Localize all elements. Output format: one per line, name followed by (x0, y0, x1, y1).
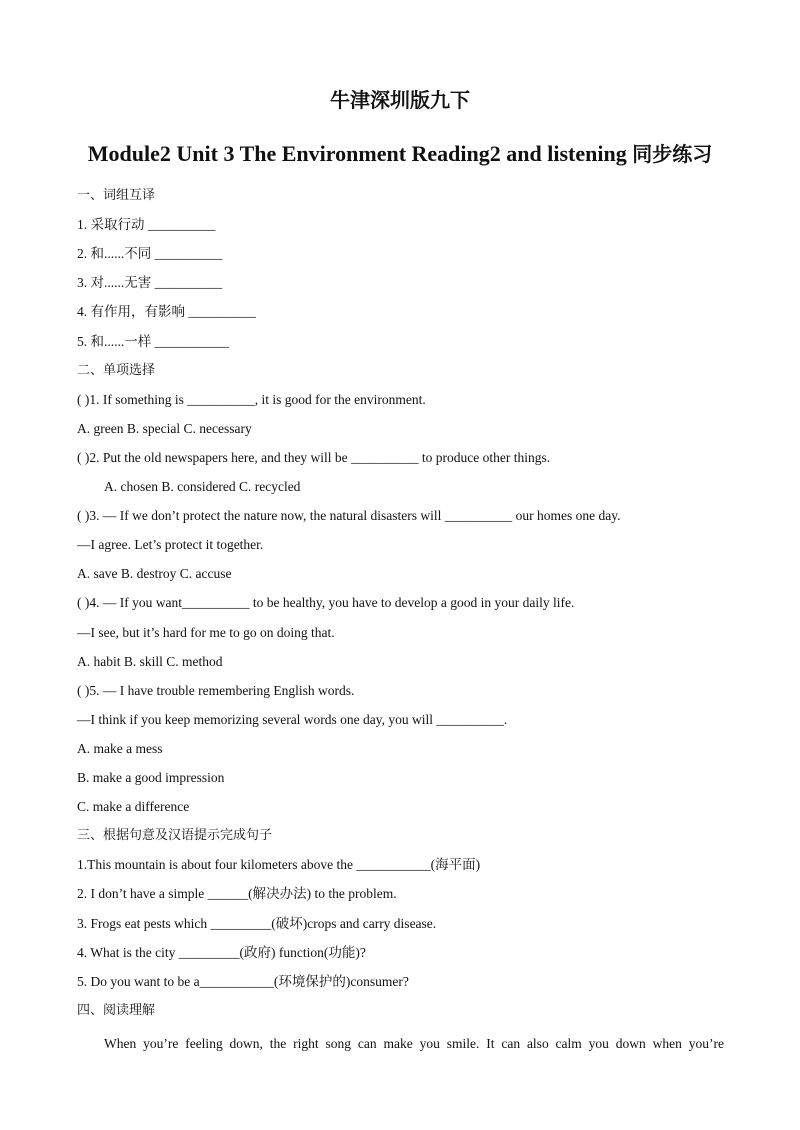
exercise-line: C. make a difference (77, 799, 190, 814)
exercise-line: ( )5. — I have trouble remembering English words. (77, 683, 355, 698)
exercise-line: —I see, but it’s hard for me to go on doing that. (77, 625, 335, 640)
exercise-line: 2. 和......不同 __________ (77, 246, 223, 261)
exercise-line: —I think if you keep memorizing several words one day, you will __________. (77, 712, 508, 727)
exercise-line: 4. 有作用，有影响 __________ (77, 304, 256, 319)
exercise-line: 4. What is the city _________(政府) function(功能)? (77, 945, 366, 960)
exercise-line: 1.This mountain is about four kilometers above the ___________(海平面) (77, 857, 481, 872)
exercise-line: 5. 和......一样 ___________ (77, 334, 229, 349)
exercise-line: ( )3. — If we don’t protect the nature now, the natural disasters will __________ our homes one day. (77, 508, 621, 523)
exercise-line: 2. I don’t have a simple ______(解决办法) to the problem. (77, 886, 397, 901)
exercise-line: B. make a good impression (77, 770, 225, 785)
exercise-line: 5. Do you want to be a___________(环境保护的)consumer? (77, 974, 409, 989)
exercise-line: A. habit B. skill C. method (77, 654, 223, 669)
exercise-line: 1. 采取行动 __________ (77, 217, 216, 232)
document-subtitle (0, 139, 800, 169)
exercise-line: ( )1. If something is __________, it is good for the environment. (77, 392, 426, 407)
section-heading: 二、单项选择 (77, 363, 156, 378)
exercise-line: A. green B. special C. necessary (77, 421, 252, 436)
section-heading: 三、根据句意及汉语提示完成句子 (77, 828, 273, 843)
section-heading: 一、词组互译 (77, 188, 156, 203)
reading-paragraph: When you’re feeling down, the right song can make you smile. It can also calm you down when you’re (104, 1036, 724, 1051)
exercise-line: —I agree. Let’s protect it together. (77, 537, 264, 552)
exercise-line: A. make a mess (77, 741, 163, 756)
subtitle-chinese: 同步练习 (632, 142, 713, 166)
section-heading: 四、阅读理解 (77, 1003, 156, 1018)
exercise-line: ( )4. — If you want__________ to be healthy, you have to develop a good in your daily life. (77, 595, 575, 610)
exercise-line: A. save B. destroy C. accuse (77, 566, 232, 581)
document-title: 牛津深圳版九下 (330, 88, 470, 112)
exercise-line: 3. Frogs eat pests which _________(破坏)crops and carry disease. (77, 916, 437, 931)
exercise-line: ( )2. Put the old newspapers here, and they will be __________ to produce other things. (77, 450, 551, 465)
subtitle-main: Module2 Unit 3 The Environment Reading2 and listening (87, 141, 633, 166)
exercise-line: 3. 对......无害 __________ (77, 275, 223, 290)
exercise-line: A. chosen B. considered C. recycled (104, 479, 301, 494)
